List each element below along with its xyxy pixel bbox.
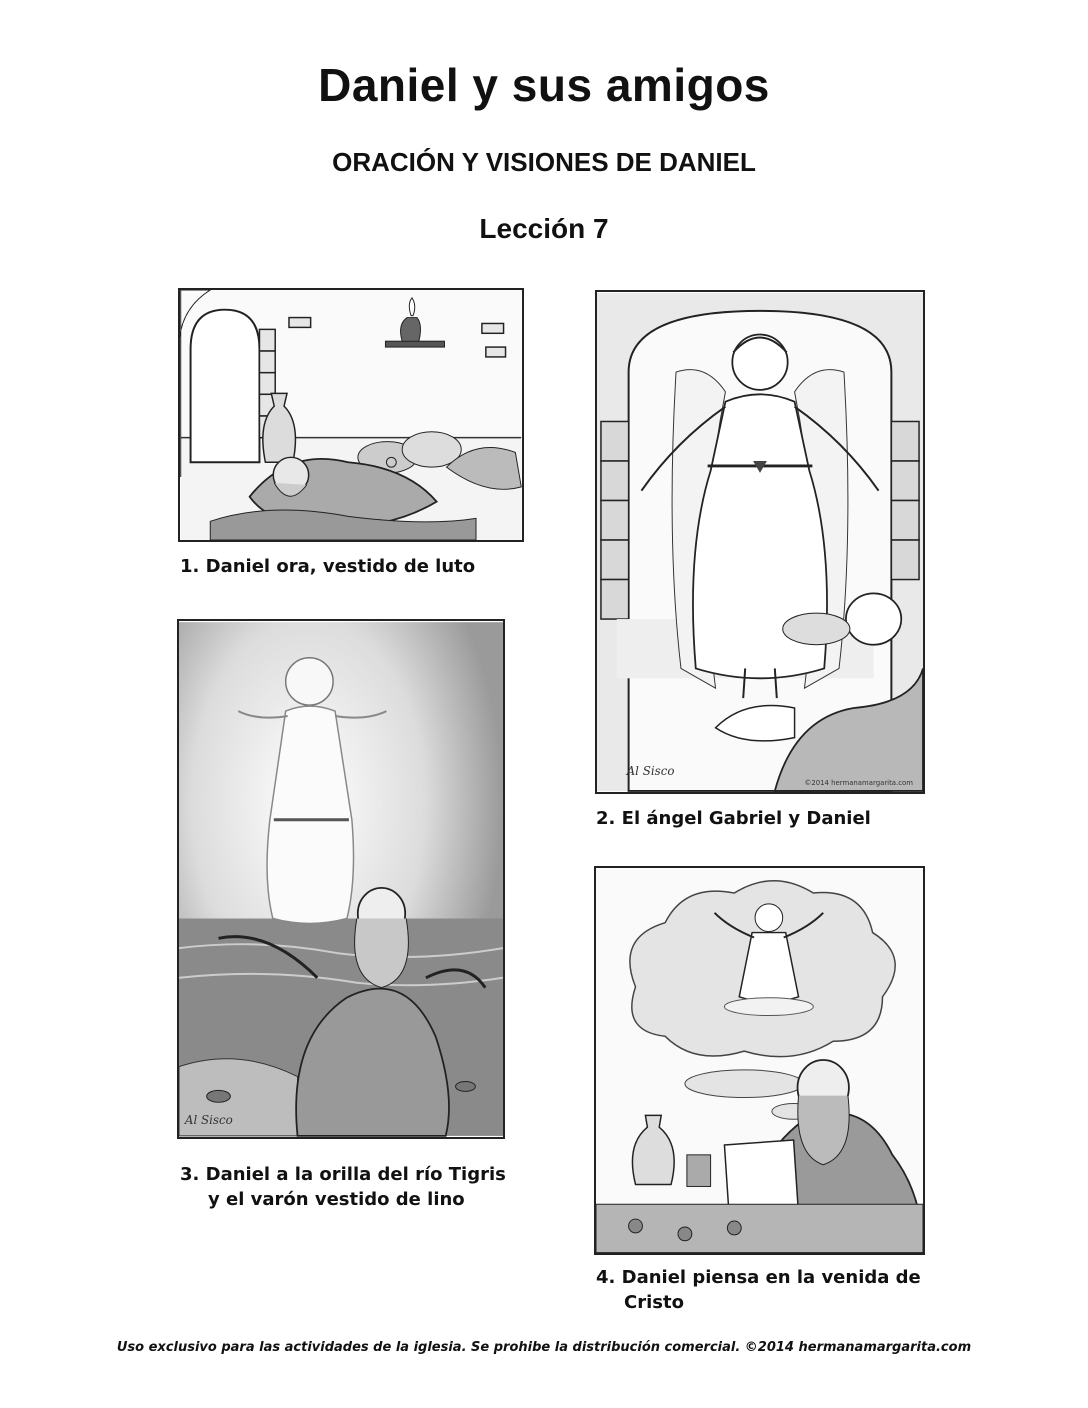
signature: Al Sisco [184, 1112, 233, 1127]
caption-panel-4 [596, 1265, 956, 1315]
daniel-thinking-illustration [596, 868, 923, 1253]
signature: Al Sisco [626, 764, 675, 779]
page-title: Daniel y sus amigos [318, 59, 770, 111]
lesson-number: Lección 7 [479, 213, 609, 244]
caption-number: 1. [180, 556, 200, 577]
panel-3-image [177, 619, 505, 1139]
caption-number: 3. [180, 1164, 200, 1185]
panel-4-image [594, 866, 925, 1255]
river-vision-illustration [179, 621, 503, 1137]
panel-1-image [178, 288, 524, 542]
caption-text: El ángel Gabriel y Daniel [621, 808, 871, 829]
panel-2-image [595, 290, 925, 794]
page-subtitle: ORACIÓN Y VISIONES DE DANIEL [332, 147, 756, 177]
caption-text: Daniel ora, vestido de luto [205, 556, 476, 577]
caption-number: 4. [596, 1267, 616, 1288]
caption-panel-3 [180, 1162, 560, 1212]
caption-text-line2: y el varón vestido de lino [208, 1189, 465, 1210]
caption-text: Daniel a la orilla del río Tigris [205, 1164, 506, 1185]
caption-number: 2. [596, 808, 616, 829]
caption-text-line2: Cristo [624, 1292, 684, 1313]
angel-gabriel-illustration [597, 292, 923, 792]
praying-man-illustration [180, 290, 522, 540]
footer-copyright: Uso exclusivo para las actividades de la iglesia. Se prohibe la distribución comercial. ©2014 hermanamargarita.com [116, 1340, 972, 1355]
caption-panel-1 [180, 554, 540, 579]
caption-panel-2 [596, 806, 956, 831]
watermark: ©2014 hermanamargarita.com [804, 779, 913, 788]
caption-text: Daniel piensa en la venida de [621, 1267, 921, 1288]
